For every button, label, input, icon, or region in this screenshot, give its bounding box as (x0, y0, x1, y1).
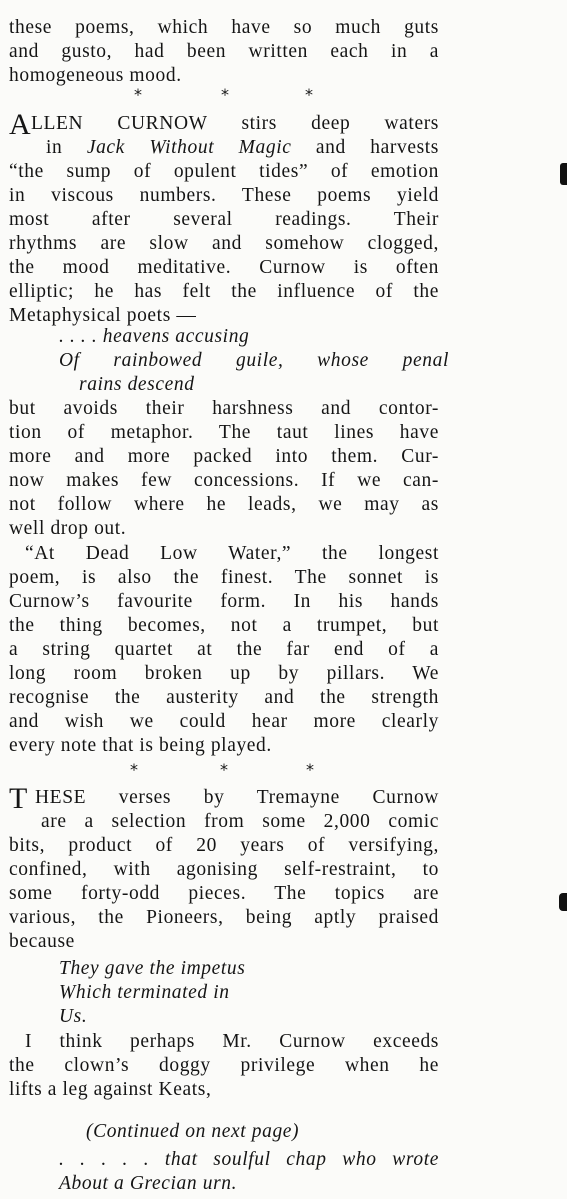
quote-line: . . . . heavens accusing (59, 326, 250, 347)
section-divider (9, 760, 439, 780)
text-line: tion of metaphor. The taut lines have (9, 422, 439, 443)
text-line: well drop out. (9, 518, 127, 539)
quote-line: Which terminated in (59, 982, 230, 1003)
text-line: in viscous numbers. These poems yield (9, 185, 439, 206)
quote-line: Us. (59, 1006, 88, 1027)
divider-star: * (130, 760, 138, 779)
quote-line: They gave the impetus (59, 958, 246, 979)
text-line: recognise the austerity and the strength (9, 687, 439, 708)
text-line: because (9, 931, 75, 952)
text-line: these poems, which have so much guts (9, 17, 439, 38)
text-line: and gusto, had been written each in a (9, 41, 439, 62)
text-line: Metaphysical poets — (9, 305, 197, 326)
text-line: bits, product of 20 years of versifying, (9, 835, 439, 856)
text-line: lifts a leg against Keats, (9, 1079, 212, 1100)
text-line: every note that is being played. (9, 735, 272, 756)
text-line: in Jack Without Magic and harvests (46, 137, 440, 158)
quote-line: rains descend (79, 374, 195, 395)
edge-mark (559, 893, 567, 911)
book-title: Jack Without Magic (86, 137, 292, 158)
text-line: rhythms are slow and somehow clogged, (9, 233, 439, 254)
quote-line: Of rainbowed guile, whose penal (59, 350, 449, 371)
text-line: long room broken up by pillars. We (9, 663, 439, 684)
text-line: the clown’s doggy privilege when he (9, 1055, 439, 1076)
text-line: more and more packed into them. Cur- (9, 446, 439, 467)
quote-line: About a Grecian urn. (59, 1173, 238, 1194)
drop-cap: T (9, 782, 28, 815)
text-line: I think perhaps Mr. Curnow exceeds (25, 1031, 439, 1052)
text-line: “the sump of opulent tides” of emotion (9, 161, 439, 182)
divider-star: * (220, 760, 228, 779)
text-line: Curnow’s favourite form. In his hands (9, 591, 439, 612)
text-line: homogeneous mood. (9, 65, 182, 86)
text-line: most after several readings. Their (9, 209, 439, 230)
text-line: and wish we could hear more clearly (9, 711, 439, 732)
text-line: but avoids their harshness and contor- (9, 398, 439, 419)
text-line: elliptic; he has felt the influence of the (9, 281, 439, 302)
text-line: LLEN CURNOW stirs deep waters (31, 113, 439, 134)
divider-star: * (306, 760, 314, 779)
divider-star: * (305, 85, 313, 104)
text-line: various, the Pioneers, being aptly praised (9, 907, 439, 928)
text-line: a string quartet at the far end of a (9, 639, 439, 660)
divider-star: * (221, 85, 229, 104)
quote-line: . . . . . that soulful chap who wrote (59, 1149, 439, 1170)
text-line: now makes few concessions. If we can- (9, 470, 439, 491)
text-line: the thing becomes, not a trumpet, but (9, 615, 439, 636)
text-line: not follow where he leads, we may as (9, 494, 439, 515)
section-divider (9, 85, 439, 105)
text-line: some forty-odd pieces. The topics are (9, 883, 439, 904)
text-line: confined, with agonising self-restraint, to (9, 859, 439, 880)
text-line: are a selection from some 2,000 comic (41, 811, 439, 832)
divider-star: * (134, 85, 142, 104)
text-line: HESE verses by Tremayne Curnow (35, 787, 439, 808)
text-line: “At Dead Low Water,” the longest (25, 543, 439, 564)
text-line: the mood meditative. Curnow is often (9, 257, 439, 278)
drop-cap: A (9, 108, 31, 141)
continued-notice: (Continued on next page) (86, 1121, 300, 1142)
edge-mark (560, 163, 567, 185)
text-line: poem, is also the finest. The sonnet is (9, 567, 439, 588)
